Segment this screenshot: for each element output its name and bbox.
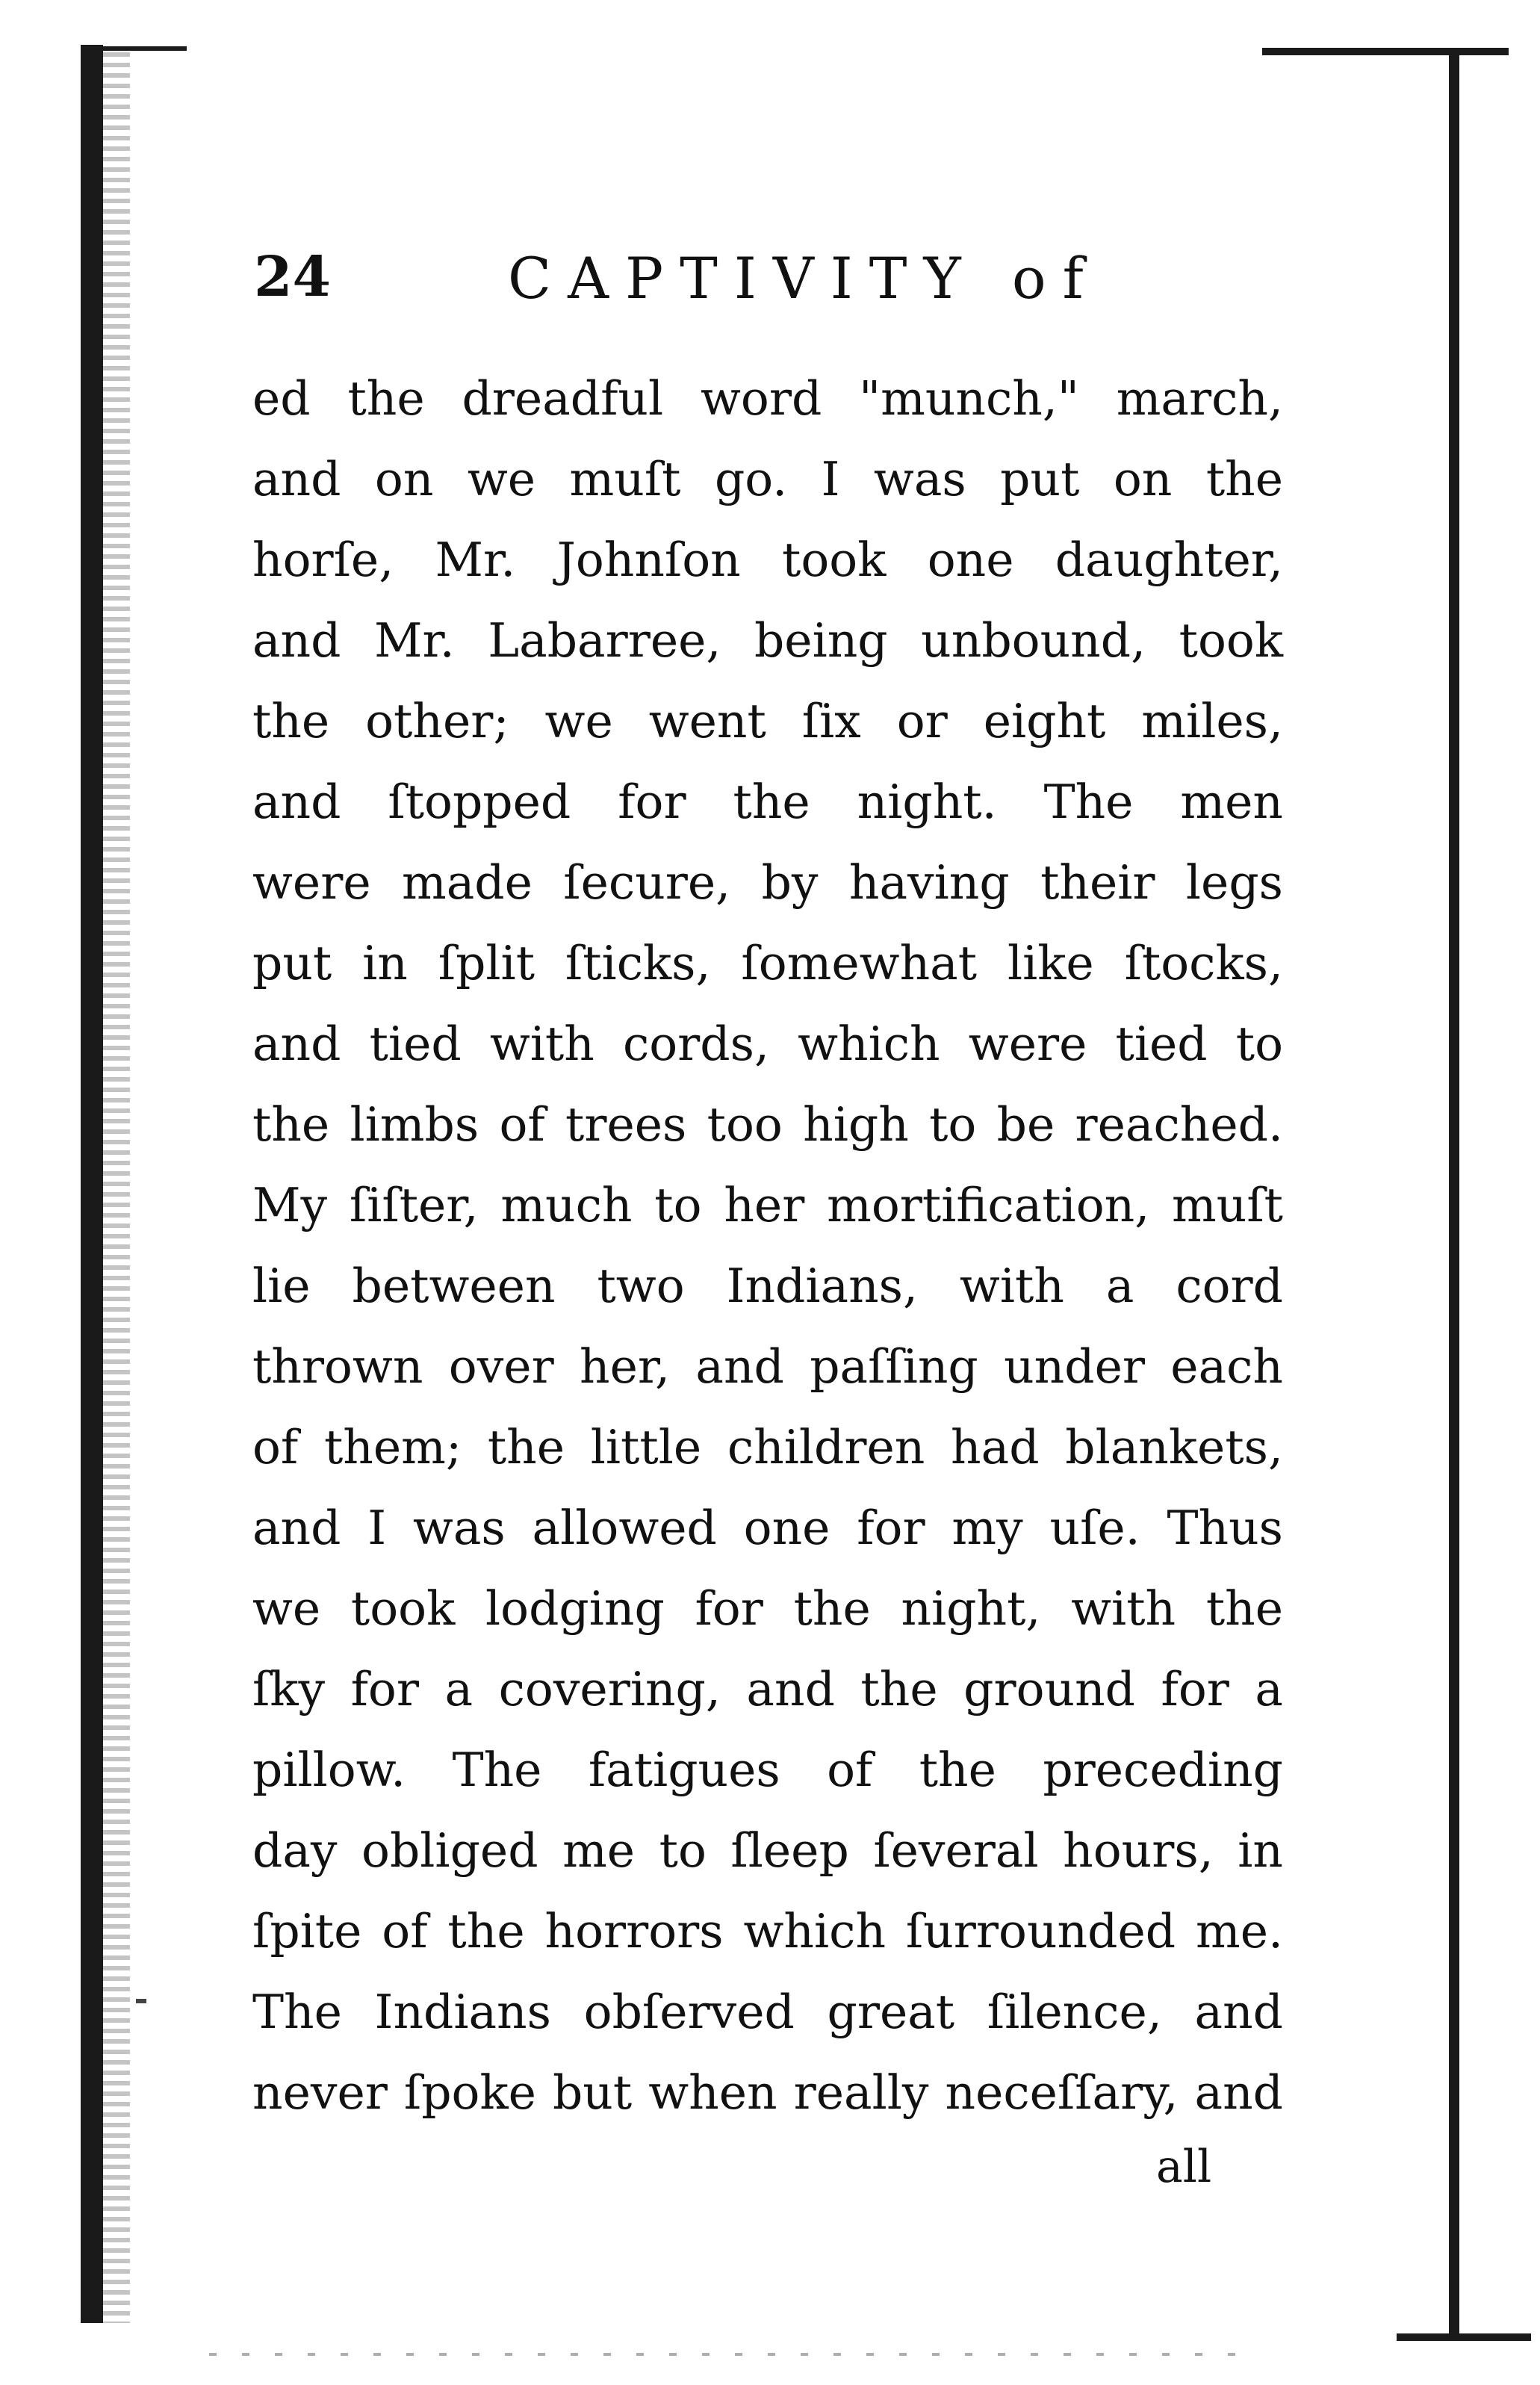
text-line: thrown over her, and paſſing under each <box>252 1339 1283 1394</box>
running-head: CAPTIVITY of <box>508 245 1100 311</box>
text-line: ſky for a covering, and the ground for a <box>252 1662 1283 1716</box>
scan-right-border <box>1449 52 1459 2338</box>
scan-top-left-rule <box>82 46 187 51</box>
text-line: My ſiſter, much to her mortification, muſt <box>252 1178 1283 1232</box>
text-line: put in ſplit ſticks, ſomewhat like ſtocks, <box>252 936 1283 990</box>
page-number: 24 <box>254 245 331 309</box>
text-line: we took lodging for the night, with the <box>252 1581 1283 1636</box>
text-line: never ſpoke but when really neceſſary, and <box>252 2065 1283 2120</box>
page-header <box>254 238 1277 320</box>
scan-left-edge-shadow <box>103 52 130 2323</box>
scan-right-bottom-rule <box>1397 2333 1531 2341</box>
text-line: lie between two Indians, with a cord <box>252 1259 1283 1313</box>
text-line: pillow. The fatigues of the preceding <box>252 1743 1283 1797</box>
text-line: day obliged me to ſleep ſeveral hours, in <box>252 1823 1283 1878</box>
text-line: and on we muſt go. I was put on the <box>252 452 1283 506</box>
catchword: all <box>1156 2141 1212 2193</box>
scan-margin-mark <box>136 1999 146 2003</box>
text-line: ed the dreadful word "munch," march, <box>252 371 1283 426</box>
body-text <box>252 359 1283 2133</box>
text-line: were made ſecure, by having their legs <box>252 855 1283 910</box>
text-line: the other; we went ſix or eight miles, <box>252 694 1283 748</box>
text-line: the limbs of trees too high to be reached. <box>252 1097 1283 1152</box>
scan-right-top-rule <box>1262 48 1509 55</box>
text-line: of them; the little children had blankets, <box>252 1420 1283 1474</box>
text-line: and tied with cords, which were tied to <box>252 1017 1283 1071</box>
text-line: horſe, Mr. Johnſon took one daughter, <box>252 533 1283 587</box>
text-line: ſpite of the horrors which ſurrounded me. <box>252 1904 1283 1958</box>
text-line: and Mr. Labarree, being unbound, took <box>252 613 1283 668</box>
text-line: and ſtopped for the night. The men <box>252 775 1283 829</box>
scan-left-edge <box>81 45 103 2323</box>
text-line: and I was allowed one for my uſe. Thus <box>252 1501 1283 1555</box>
scan-bottom-marks <box>209 2353 1255 2356</box>
text-line: The Indians obſerved great ſilence, and <box>252 1985 1283 2039</box>
